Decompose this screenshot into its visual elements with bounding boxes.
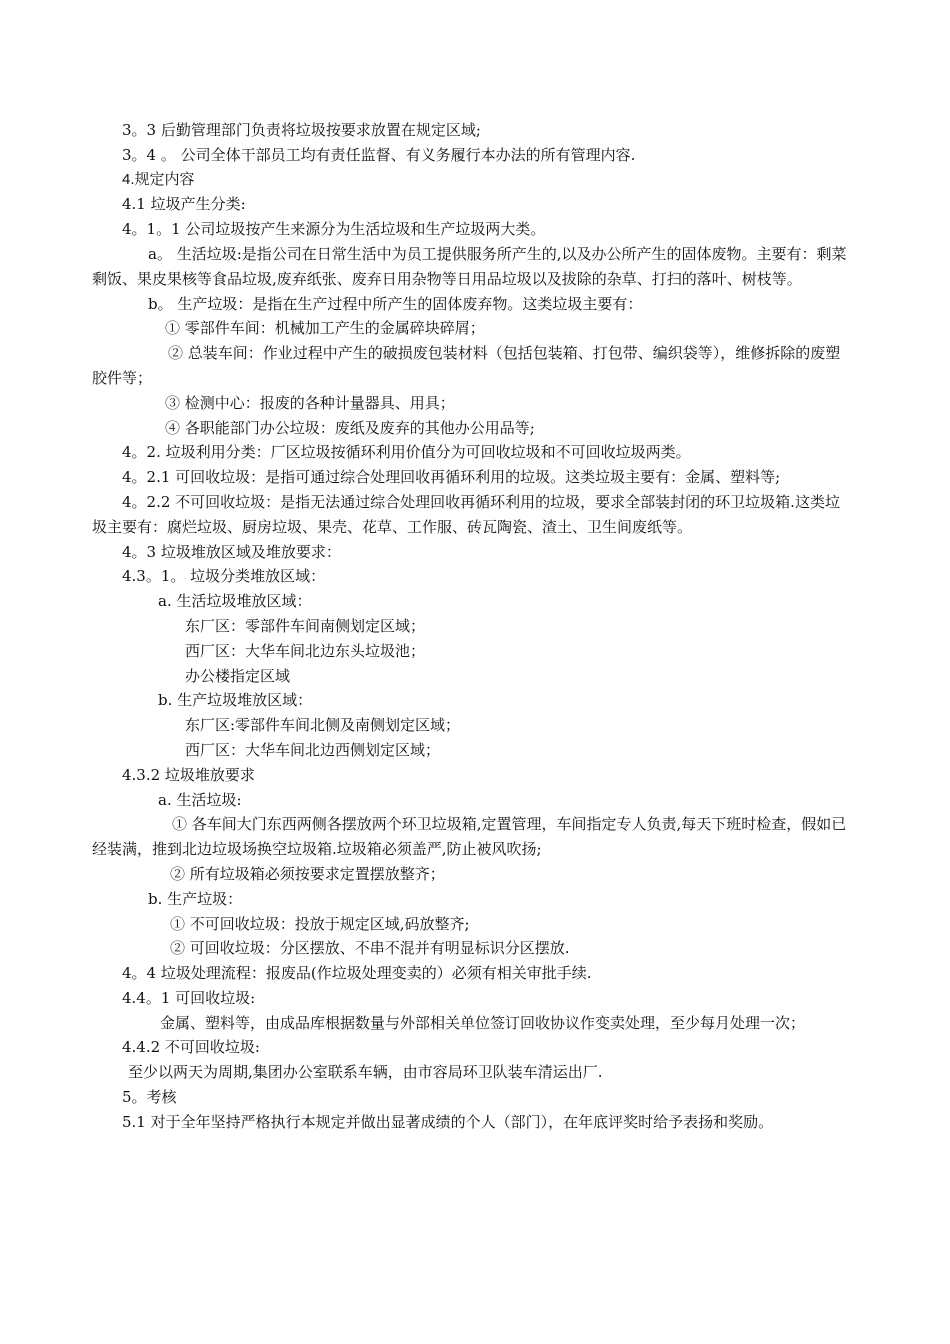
clause-4-4-2: 4.4.2 不可回收垃圾: bbox=[122, 1038, 260, 1057]
clause-4-2: 4。2. 垃圾利用分类：厂区垃圾按循环利用价值分为可回收垃圾和不可回收垃圾两类。 bbox=[122, 443, 691, 462]
east-area-domestic: 东厂区：零部件车间南侧划定区域； bbox=[185, 616, 426, 635]
clause-4-2-1: 4。2.1 可回收垃圾：是指可通过综合处理回收再循环利用的垃圾。这类垃圾主要有：金属、塑料等; bbox=[122, 468, 781, 487]
west-area-production: 西厂区：大华车间北边西侧划定区域； bbox=[185, 740, 441, 759]
item-a-domestic-requirements: a. 生活垃圾: bbox=[158, 790, 242, 809]
requirement-non-recyclable: ① 不可回收垃圾：投放于规定区域,码放整齐; bbox=[170, 914, 470, 933]
item-b-production-area: b. 生产垃圾堆放区域： bbox=[158, 691, 313, 710]
requirement-2-placement: ② 所有垃圾箱必须按要求定置摆放整齐； bbox=[170, 864, 445, 883]
office-area: 办公楼指定区域 bbox=[185, 666, 291, 685]
clause-4-3-1: 4.3。1。 垃圾分类堆放区域： bbox=[122, 567, 326, 586]
west-area-domestic: 西厂区：大华车间北边东头垃圾池； bbox=[185, 641, 426, 660]
clause-4-2-2: 4。2.2 不可回收垃圾：是指无法通过综合处理回收再循环利用的垃圾，要求全部装封闭的环卫垃圾箱.这类垃圾主要有：腐烂垃圾、厨房垃圾、果壳、花草、工作服、砖瓦陶瓷、渣土、卫生间废纸等。 bbox=[92, 492, 840, 536]
clause-4-1-1: 4。1。1 公司垃圾按产生来源分为生活垃圾和生产垃圾两大类。 bbox=[122, 220, 546, 239]
clause-3-4: 3。4 。 公司全体干部员工均有责任监督、有义务履行本办法的所有管理内容. bbox=[122, 145, 636, 164]
item-b-production-requirements: b. 生产垃圾： bbox=[148, 889, 243, 908]
clause-4-1: 4.1 垃圾产生分类: bbox=[122, 195, 246, 214]
item-b-production-waste: b。 生产垃圾：是指在生产过程中所产生的固体废弃物。这类垃圾主要有： bbox=[148, 294, 643, 313]
item-a-domestic-area: a. 生活垃圾堆放区域： bbox=[158, 592, 312, 611]
clause-4-4: 4。4 垃圾处理流程：报废品(作垃圾处理变卖的）必须有相关审批手续. bbox=[122, 964, 592, 983]
requirement-1-bins: ① 各车间大门东西两侧各摆放两个环卫垃圾箱,定置管理，车间指定专人负责,每天下班时检查，假如已经装满，推到北边垃圾场换空垃圾箱.垃圾箱必须盖严,防止被风吹扬; bbox=[92, 815, 847, 859]
clause-5-1: 5.1 对于全年坚持严格执行本规定并做出显著成绩的个人（部门），在年底评奖时给予表扬和奖励。 bbox=[122, 1112, 774, 1131]
item-4-office-waste: ④ 各职能部门办公垃圾：废纸及废弃的其他办公用品等; bbox=[165, 418, 535, 437]
non-recyclable-processing: 至少以两天为周期,集团办公室联系车辆，由市容局环卫队装车清运出厂. bbox=[128, 1063, 603, 1082]
east-area-production: 东厂区:零部件车间北侧及南侧划定区域； bbox=[185, 716, 461, 735]
clause-4-4-1: 4.4。1 可回收垃圾: bbox=[122, 988, 256, 1007]
section-4-heading: 4.规定内容 bbox=[122, 170, 195, 188]
item-1-parts-workshop: ① 零部件车间：机械加工产生的金属碎块碎屑； bbox=[165, 319, 485, 338]
clause-4-3-2: 4.3.2 垃圾堆放要求 bbox=[122, 765, 255, 784]
item-2-assembly-workshop: ② 总装车间：作业过程中产生的破损废包装材料（包括包装箱、打包带、编织袋等），维修拆除的废塑胶件等； bbox=[92, 344, 841, 387]
document-page bbox=[0, 118, 950, 1135]
section-5-heading: 5。考核 bbox=[122, 1088, 177, 1107]
recyclable-processing: 金属、塑料等，由成品库根据数量与外部相关单位签订回收协议作变卖处理，至少每月处理一次； bbox=[160, 1013, 806, 1032]
clause-4-3: 4。3 垃圾堆放区域及堆放要求： bbox=[122, 542, 341, 561]
clause-3-3: 3。3 后勤管理部门负责将垃圾按要求放置在规定区域; bbox=[122, 121, 481, 139]
requirement-recyclable: ② 可回收垃圾：分区摆放、不串不混并有明显标识分区摆放. bbox=[170, 939, 570, 958]
item-3-testing-center: ③ 检测中心：报废的各种计量器具、用具； bbox=[165, 393, 455, 412]
item-a-domestic-waste: a。 生活垃圾:是指公司在日常生活中为员工提供服务所产生的,以及办公所产生的固体废物。主要有：剩菜剩饭、果皮果核等食品垃圾,废弃纸张、废弃日用杂物等日用品垃圾以及拔除的杂草、打扫的落叶、树枝等。 bbox=[92, 244, 847, 288]
